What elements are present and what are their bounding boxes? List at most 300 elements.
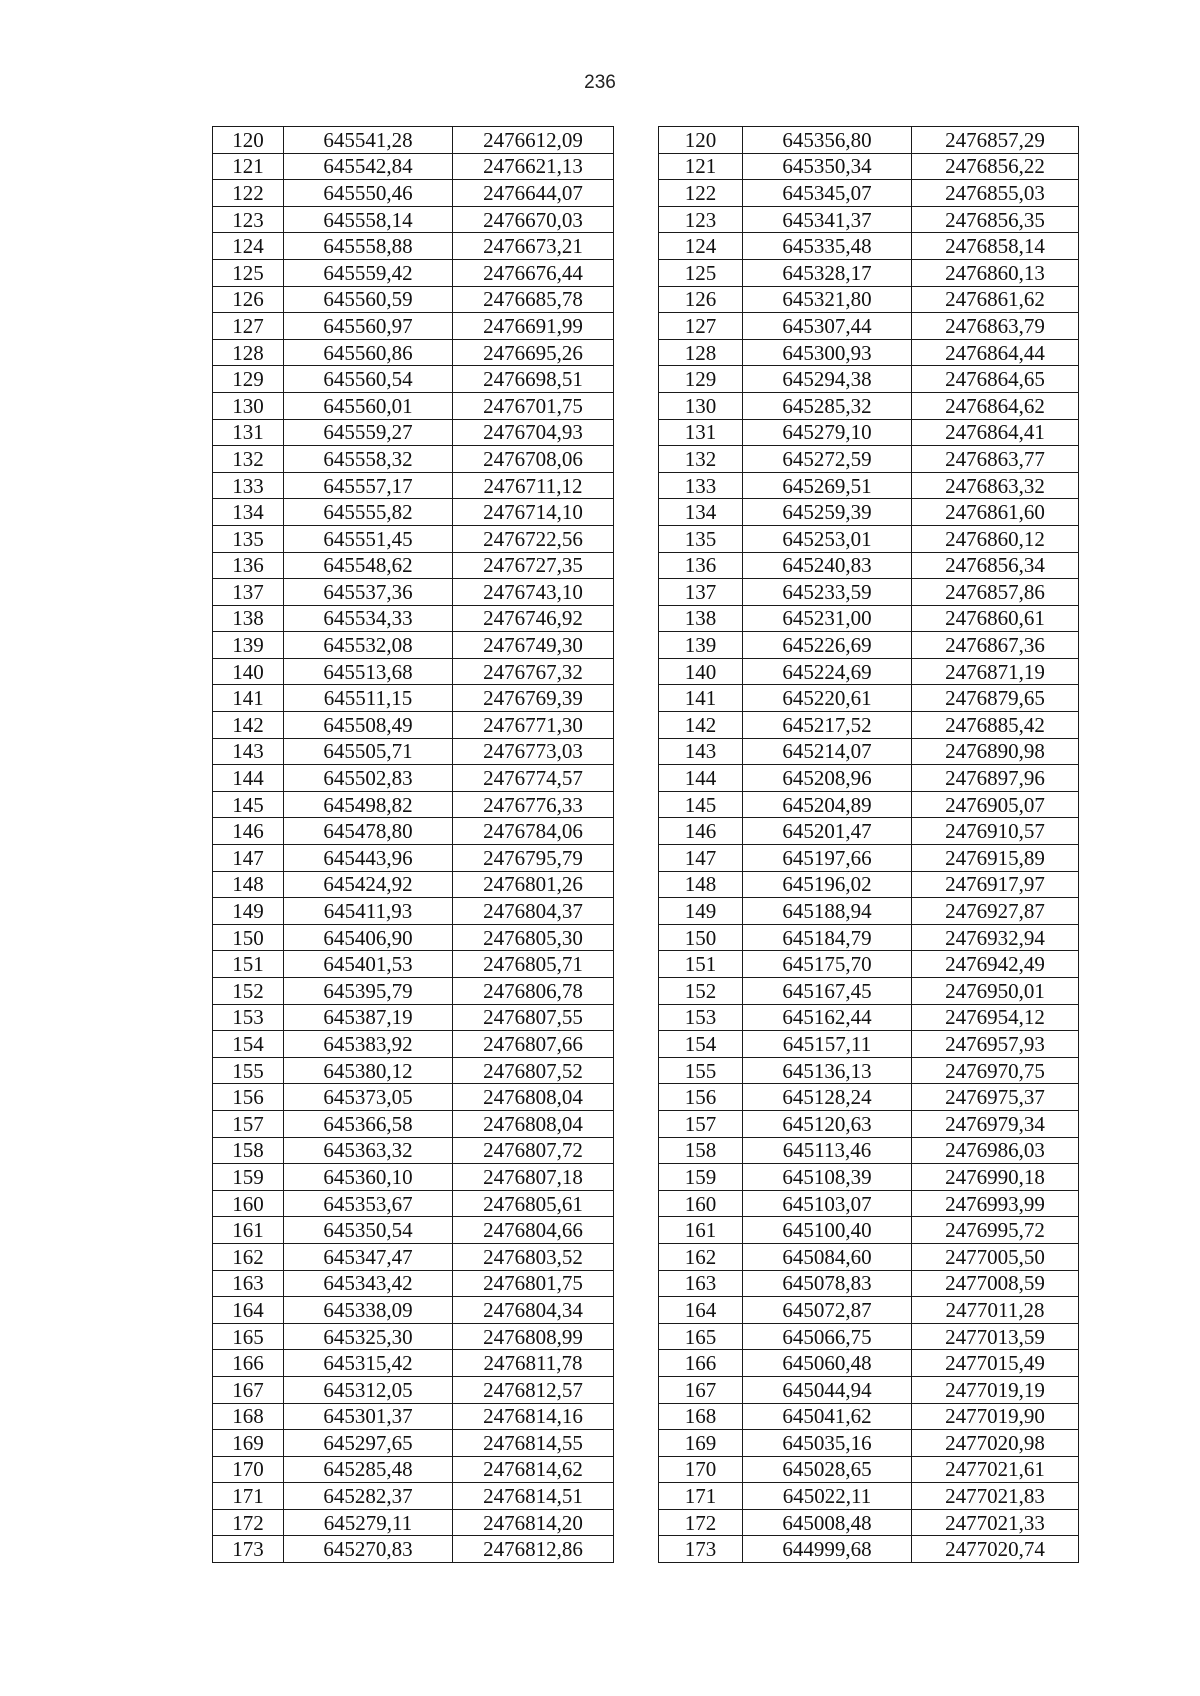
point-number-cell: 162 — [213, 1243, 284, 1270]
point-number-cell: 145 — [659, 791, 743, 818]
y-coordinate-cell: 2476801,75 — [453, 1270, 614, 1297]
x-coordinate-cell: 645175,70 — [743, 951, 912, 978]
x-coordinate-cell: 645551,45 — [284, 525, 453, 552]
page-number: 236 — [584, 72, 616, 93]
x-coordinate-cell: 645560,01 — [284, 392, 453, 419]
table-row — [213, 791, 1079, 818]
x-coordinate-cell: 645279,11 — [284, 1509, 453, 1536]
y-coordinate-cell: 2476890,98 — [912, 738, 1079, 765]
y-coordinate-cell: 2476773,03 — [453, 738, 614, 765]
point-number-cell: 123 — [659, 206, 743, 233]
point-number-cell: 159 — [659, 1164, 743, 1191]
column-gap-cell — [614, 392, 659, 419]
column-gap-cell — [614, 552, 659, 579]
x-coordinate-cell: 645558,14 — [284, 206, 453, 233]
y-coordinate-cell: 2477005,50 — [912, 1243, 1079, 1270]
x-coordinate-cell: 645366,58 — [284, 1110, 453, 1137]
column-gap-cell — [614, 1110, 659, 1137]
y-coordinate-cell: 2476860,61 — [912, 605, 1079, 632]
x-coordinate-cell: 645188,94 — [743, 898, 912, 925]
table-row — [213, 1323, 1079, 1350]
y-coordinate-cell: 2476644,07 — [453, 180, 614, 207]
x-coordinate-cell: 645505,71 — [284, 738, 453, 765]
y-coordinate-cell: 2476942,49 — [912, 951, 1079, 978]
table-row — [213, 898, 1079, 925]
x-coordinate-cell: 645285,48 — [284, 1456, 453, 1483]
point-number-cell: 168 — [213, 1403, 284, 1430]
x-coordinate-cell: 645356,80 — [743, 127, 912, 154]
point-number-cell: 165 — [213, 1323, 284, 1350]
x-coordinate-cell: 645100,40 — [743, 1217, 912, 1244]
table-row — [213, 446, 1079, 473]
y-coordinate-cell: 2476863,32 — [912, 472, 1079, 499]
y-coordinate-cell: 2476727,35 — [453, 552, 614, 579]
x-coordinate-cell: 645360,10 — [284, 1164, 453, 1191]
x-coordinate-cell: 645424,92 — [284, 871, 453, 898]
point-number-cell: 168 — [659, 1403, 743, 1430]
y-coordinate-cell: 2477019,19 — [912, 1376, 1079, 1403]
point-number-cell: 127 — [659, 313, 743, 340]
point-number-cell: 129 — [659, 366, 743, 393]
x-coordinate-cell: 645084,60 — [743, 1243, 912, 1270]
x-coordinate-cell: 645338,09 — [284, 1297, 453, 1324]
x-coordinate-cell: 645335,48 — [743, 233, 912, 260]
point-number-cell: 161 — [659, 1217, 743, 1244]
x-coordinate-cell: 645401,53 — [284, 951, 453, 978]
x-coordinate-cell: 645231,00 — [743, 605, 912, 632]
point-number-cell: 151 — [659, 951, 743, 978]
point-number-cell: 150 — [659, 924, 743, 951]
column-gap-cell — [614, 1164, 659, 1191]
x-coordinate-cell: 645108,39 — [743, 1164, 912, 1191]
point-number-cell: 153 — [659, 1004, 743, 1031]
point-number-cell: 172 — [213, 1509, 284, 1536]
column-gap-cell — [614, 472, 659, 499]
x-coordinate-cell: 645406,90 — [284, 924, 453, 951]
y-coordinate-cell: 2476812,86 — [453, 1536, 614, 1563]
x-coordinate-cell: 645294,38 — [743, 366, 912, 393]
table-row — [213, 233, 1079, 260]
x-coordinate-cell: 645162,44 — [743, 1004, 912, 1031]
y-coordinate-cell: 2476975,37 — [912, 1084, 1079, 1111]
point-number-cell: 134 — [659, 499, 743, 526]
point-number-cell: 158 — [659, 1137, 743, 1164]
point-number-cell: 166 — [213, 1350, 284, 1377]
column-gap-cell — [614, 1536, 659, 1563]
point-number-cell: 152 — [659, 978, 743, 1005]
x-coordinate-cell: 645226,69 — [743, 632, 912, 659]
x-coordinate-cell: 645343,42 — [284, 1270, 453, 1297]
x-coordinate-cell: 645113,46 — [743, 1137, 912, 1164]
x-coordinate-cell: 645478,80 — [284, 818, 453, 845]
point-number-cell: 143 — [213, 738, 284, 765]
table-row — [213, 1536, 1079, 1563]
x-coordinate-cell: 645066,75 — [743, 1323, 912, 1350]
table-row — [213, 525, 1079, 552]
column-gap-cell — [614, 791, 659, 818]
x-coordinate-cell: 645259,39 — [743, 499, 912, 526]
y-coordinate-cell: 2476621,13 — [453, 153, 614, 180]
y-coordinate-cell: 2476769,39 — [453, 685, 614, 712]
column-gap-cell — [614, 685, 659, 712]
column-gap-cell — [614, 1483, 659, 1510]
point-number-cell: 156 — [213, 1084, 284, 1111]
x-coordinate-cell: 645167,45 — [743, 978, 912, 1005]
column-gap-cell — [614, 259, 659, 286]
y-coordinate-cell: 2476957,93 — [912, 1031, 1079, 1058]
y-coordinate-cell: 2476860,12 — [912, 525, 1079, 552]
point-number-cell: 163 — [213, 1270, 284, 1297]
x-coordinate-cell: 645120,63 — [743, 1110, 912, 1137]
point-number-cell: 122 — [213, 180, 284, 207]
y-coordinate-cell: 2477013,59 — [912, 1323, 1079, 1350]
point-number-cell: 166 — [659, 1350, 743, 1377]
point-number-cell: 159 — [213, 1164, 284, 1191]
point-number-cell: 158 — [213, 1137, 284, 1164]
y-coordinate-cell: 2476814,16 — [453, 1403, 614, 1430]
table-row — [213, 472, 1079, 499]
point-number-cell: 128 — [659, 339, 743, 366]
y-coordinate-cell: 2476808,04 — [453, 1084, 614, 1111]
x-coordinate-cell: 645220,61 — [743, 685, 912, 712]
x-coordinate-cell: 645208,96 — [743, 765, 912, 792]
y-coordinate-cell: 2476864,44 — [912, 339, 1079, 366]
y-coordinate-cell: 2476986,03 — [912, 1137, 1079, 1164]
y-coordinate-cell: 2476979,34 — [912, 1110, 1079, 1137]
y-coordinate-cell: 2476612,09 — [453, 127, 614, 154]
table-row — [213, 1004, 1079, 1031]
table-row — [213, 1483, 1079, 1510]
column-gap-cell — [614, 206, 659, 233]
y-coordinate-cell: 2476722,56 — [453, 525, 614, 552]
y-coordinate-cell: 2476806,78 — [453, 978, 614, 1005]
y-coordinate-cell: 2477008,59 — [912, 1270, 1079, 1297]
x-coordinate-cell: 645240,83 — [743, 552, 912, 579]
point-number-cell: 146 — [659, 818, 743, 845]
y-coordinate-cell: 2476871,19 — [912, 658, 1079, 685]
x-coordinate-cell: 645532,08 — [284, 632, 453, 659]
x-coordinate-cell: 645103,07 — [743, 1190, 912, 1217]
point-number-cell: 132 — [659, 446, 743, 473]
y-coordinate-cell: 2477020,98 — [912, 1430, 1079, 1457]
x-coordinate-cell: 645217,52 — [743, 712, 912, 739]
x-coordinate-cell: 645022,11 — [743, 1483, 912, 1510]
point-number-cell: 164 — [659, 1297, 743, 1324]
table-row — [213, 1110, 1079, 1137]
coordinates-table-body — [213, 127, 1079, 1563]
y-coordinate-cell: 2476917,97 — [912, 871, 1079, 898]
table-row — [213, 818, 1079, 845]
table-row — [213, 1350, 1079, 1377]
x-coordinate-cell: 645204,89 — [743, 791, 912, 818]
x-coordinate-cell: 645136,13 — [743, 1057, 912, 1084]
point-number-cell: 146 — [213, 818, 284, 845]
column-gap-cell — [614, 579, 659, 606]
point-number-cell: 148 — [659, 871, 743, 898]
column-gap-cell — [614, 153, 659, 180]
y-coordinate-cell: 2477019,90 — [912, 1403, 1079, 1430]
column-gap-cell — [614, 605, 659, 632]
point-number-cell: 130 — [213, 392, 284, 419]
table-row — [213, 206, 1079, 233]
y-coordinate-cell: 2476807,55 — [453, 1004, 614, 1031]
point-number-cell: 150 — [213, 924, 284, 951]
y-coordinate-cell: 2476954,12 — [912, 1004, 1079, 1031]
y-coordinate-cell: 2476861,60 — [912, 499, 1079, 526]
y-coordinate-cell: 2476858,14 — [912, 233, 1079, 260]
y-coordinate-cell: 2476808,04 — [453, 1110, 614, 1137]
point-number-cell: 120 — [659, 127, 743, 154]
table-row — [213, 1190, 1079, 1217]
table-row — [213, 1270, 1079, 1297]
point-number-cell: 139 — [213, 632, 284, 659]
point-number-cell: 154 — [659, 1031, 743, 1058]
x-coordinate-cell: 645550,46 — [284, 180, 453, 207]
point-number-cell: 132 — [213, 446, 284, 473]
y-coordinate-cell: 2476676,44 — [453, 259, 614, 286]
y-coordinate-cell: 2476807,18 — [453, 1164, 614, 1191]
column-gap-cell — [614, 738, 659, 765]
point-number-cell: 136 — [213, 552, 284, 579]
x-coordinate-cell: 645558,88 — [284, 233, 453, 260]
table-row — [213, 605, 1079, 632]
column-gap-cell — [614, 1137, 659, 1164]
table-row — [213, 392, 1079, 419]
table-row — [213, 1137, 1079, 1164]
y-coordinate-cell: 2476804,66 — [453, 1217, 614, 1244]
column-gap-cell — [614, 818, 659, 845]
point-number-cell: 149 — [213, 898, 284, 925]
column-gap-cell — [614, 712, 659, 739]
y-coordinate-cell: 2476970,75 — [912, 1057, 1079, 1084]
y-coordinate-cell: 2476863,79 — [912, 313, 1079, 340]
point-number-cell: 128 — [213, 339, 284, 366]
x-coordinate-cell: 645558,32 — [284, 446, 453, 473]
point-number-cell: 126 — [659, 286, 743, 313]
table-row — [213, 871, 1079, 898]
point-number-cell: 148 — [213, 871, 284, 898]
table-row — [213, 552, 1079, 579]
point-number-cell: 124 — [659, 233, 743, 260]
point-number-cell: 140 — [659, 658, 743, 685]
x-coordinate-cell: 645411,93 — [284, 898, 453, 925]
x-coordinate-cell: 645325,30 — [284, 1323, 453, 1350]
point-number-cell: 157 — [213, 1110, 284, 1137]
x-coordinate-cell: 645560,59 — [284, 286, 453, 313]
point-number-cell: 120 — [213, 127, 284, 154]
table-row — [213, 1509, 1079, 1536]
x-coordinate-cell: 645008,48 — [743, 1509, 912, 1536]
column-gap-cell — [614, 180, 659, 207]
y-coordinate-cell: 2476808,99 — [453, 1323, 614, 1350]
column-gap-cell — [614, 1456, 659, 1483]
y-coordinate-cell: 2476714,10 — [453, 499, 614, 526]
point-number-cell: 138 — [213, 605, 284, 632]
y-coordinate-cell: 2476915,89 — [912, 845, 1079, 872]
x-coordinate-cell: 645559,27 — [284, 419, 453, 446]
x-coordinate-cell: 645395,79 — [284, 978, 453, 1005]
y-coordinate-cell: 2476711,12 — [453, 472, 614, 499]
column-gap-cell — [614, 1509, 659, 1536]
table-row — [213, 1084, 1079, 1111]
y-coordinate-cell: 2476855,03 — [912, 180, 1079, 207]
y-coordinate-cell: 2476927,87 — [912, 898, 1079, 925]
point-number-cell: 165 — [659, 1323, 743, 1350]
point-number-cell: 127 — [213, 313, 284, 340]
column-gap-cell — [614, 1217, 659, 1244]
y-coordinate-cell: 2476746,92 — [453, 605, 614, 632]
x-coordinate-cell: 645511,15 — [284, 685, 453, 712]
y-coordinate-cell: 2476805,61 — [453, 1190, 614, 1217]
point-number-cell: 124 — [213, 233, 284, 260]
point-number-cell: 149 — [659, 898, 743, 925]
point-number-cell: 163 — [659, 1270, 743, 1297]
y-coordinate-cell: 2476811,78 — [453, 1350, 614, 1377]
y-coordinate-cell: 2476990,18 — [912, 1164, 1079, 1191]
table-row — [213, 579, 1079, 606]
x-coordinate-cell: 645537,36 — [284, 579, 453, 606]
x-coordinate-cell: 645157,11 — [743, 1031, 912, 1058]
table-row — [213, 1297, 1079, 1324]
y-coordinate-cell: 2476879,65 — [912, 685, 1079, 712]
y-coordinate-cell: 2476805,30 — [453, 924, 614, 951]
table-row — [213, 1164, 1079, 1191]
point-number-cell: 125 — [213, 259, 284, 286]
column-gap-cell — [614, 286, 659, 313]
y-coordinate-cell: 2476807,52 — [453, 1057, 614, 1084]
y-coordinate-cell: 2476993,99 — [912, 1190, 1079, 1217]
y-coordinate-cell: 2476867,36 — [912, 632, 1079, 659]
y-coordinate-cell: 2476805,71 — [453, 951, 614, 978]
x-coordinate-cell: 645443,96 — [284, 845, 453, 872]
coordinates-table — [212, 126, 1079, 1563]
column-gap-cell — [614, 632, 659, 659]
x-coordinate-cell: 645341,37 — [743, 206, 912, 233]
x-coordinate-cell: 645270,83 — [284, 1536, 453, 1563]
point-number-cell: 164 — [213, 1297, 284, 1324]
table-row — [213, 1430, 1079, 1457]
y-coordinate-cell: 2476804,37 — [453, 898, 614, 925]
x-coordinate-cell: 645214,07 — [743, 738, 912, 765]
point-number-cell: 141 — [213, 685, 284, 712]
x-coordinate-cell: 645072,87 — [743, 1297, 912, 1324]
point-number-cell: 156 — [659, 1084, 743, 1111]
x-coordinate-cell: 645380,12 — [284, 1057, 453, 1084]
x-coordinate-cell: 645508,49 — [284, 712, 453, 739]
point-number-cell: 157 — [659, 1110, 743, 1137]
x-coordinate-cell: 645560,97 — [284, 313, 453, 340]
point-number-cell: 142 — [213, 712, 284, 739]
x-coordinate-cell: 645353,67 — [284, 1190, 453, 1217]
point-number-cell: 135 — [659, 525, 743, 552]
x-coordinate-cell: 645542,84 — [284, 153, 453, 180]
point-number-cell: 167 — [659, 1376, 743, 1403]
column-gap-cell — [614, 499, 659, 526]
y-coordinate-cell: 2476814,62 — [453, 1456, 614, 1483]
column-gap-cell — [614, 233, 659, 260]
column-gap-cell — [614, 1057, 659, 1084]
table-row — [213, 1057, 1079, 1084]
column-gap-cell — [614, 366, 659, 393]
y-coordinate-cell: 2477020,74 — [912, 1536, 1079, 1563]
point-number-cell: 155 — [659, 1057, 743, 1084]
point-number-cell: 121 — [213, 153, 284, 180]
point-number-cell: 126 — [213, 286, 284, 313]
column-gap-cell — [614, 1323, 659, 1350]
y-coordinate-cell: 2476807,66 — [453, 1031, 614, 1058]
point-number-cell: 137 — [659, 579, 743, 606]
column-gap-cell — [614, 446, 659, 473]
point-number-cell: 155 — [213, 1057, 284, 1084]
y-coordinate-cell: 2477011,28 — [912, 1297, 1079, 1324]
point-number-cell: 171 — [659, 1483, 743, 1510]
x-coordinate-cell: 645557,17 — [284, 472, 453, 499]
x-coordinate-cell: 645555,82 — [284, 499, 453, 526]
y-coordinate-cell: 2477021,61 — [912, 1456, 1079, 1483]
table-row — [213, 153, 1079, 180]
x-coordinate-cell: 645560,54 — [284, 366, 453, 393]
point-number-cell: 129 — [213, 366, 284, 393]
x-coordinate-cell: 645028,65 — [743, 1456, 912, 1483]
x-coordinate-cell: 645301,37 — [284, 1403, 453, 1430]
y-coordinate-cell: 2476670,03 — [453, 206, 614, 233]
x-coordinate-cell: 645559,42 — [284, 259, 453, 286]
table-row — [213, 419, 1079, 446]
table-row — [213, 765, 1079, 792]
x-coordinate-cell: 645044,94 — [743, 1376, 912, 1403]
table-row — [213, 685, 1079, 712]
column-gap-cell — [614, 1084, 659, 1111]
y-coordinate-cell: 2476863,77 — [912, 446, 1079, 473]
point-number-cell: 130 — [659, 392, 743, 419]
point-number-cell: 122 — [659, 180, 743, 207]
x-coordinate-cell: 645269,51 — [743, 472, 912, 499]
point-number-cell: 123 — [213, 206, 284, 233]
column-gap-cell — [614, 1190, 659, 1217]
column-gap-cell — [614, 871, 659, 898]
x-coordinate-cell: 645560,86 — [284, 339, 453, 366]
column-gap-cell — [614, 1376, 659, 1403]
x-coordinate-cell: 645224,69 — [743, 658, 912, 685]
point-number-cell: 145 — [213, 791, 284, 818]
x-coordinate-cell: 645128,24 — [743, 1084, 912, 1111]
x-coordinate-cell: 645347,47 — [284, 1243, 453, 1270]
table-row — [213, 632, 1079, 659]
x-coordinate-cell: 645350,54 — [284, 1217, 453, 1244]
table-row — [213, 1403, 1079, 1430]
point-number-cell: 137 — [213, 579, 284, 606]
x-coordinate-cell: 645285,32 — [743, 392, 912, 419]
x-coordinate-cell: 645035,16 — [743, 1430, 912, 1457]
point-number-cell: 152 — [213, 978, 284, 1005]
x-coordinate-cell: 645387,19 — [284, 1004, 453, 1031]
x-coordinate-cell: 645548,62 — [284, 552, 453, 579]
point-number-cell: 154 — [213, 1031, 284, 1058]
x-coordinate-cell: 645513,68 — [284, 658, 453, 685]
point-number-cell: 125 — [659, 259, 743, 286]
point-number-cell: 161 — [213, 1217, 284, 1244]
y-coordinate-cell: 2476950,01 — [912, 978, 1079, 1005]
point-number-cell: 173 — [213, 1536, 284, 1563]
column-gap-cell — [614, 1403, 659, 1430]
column-gap-cell — [614, 1243, 659, 1270]
point-number-cell: 147 — [659, 845, 743, 872]
column-gap-cell — [614, 658, 659, 685]
y-coordinate-cell: 2476814,55 — [453, 1430, 614, 1457]
x-coordinate-cell: 645363,32 — [284, 1137, 453, 1164]
point-number-cell: 131 — [213, 419, 284, 446]
y-coordinate-cell: 2476804,34 — [453, 1297, 614, 1324]
